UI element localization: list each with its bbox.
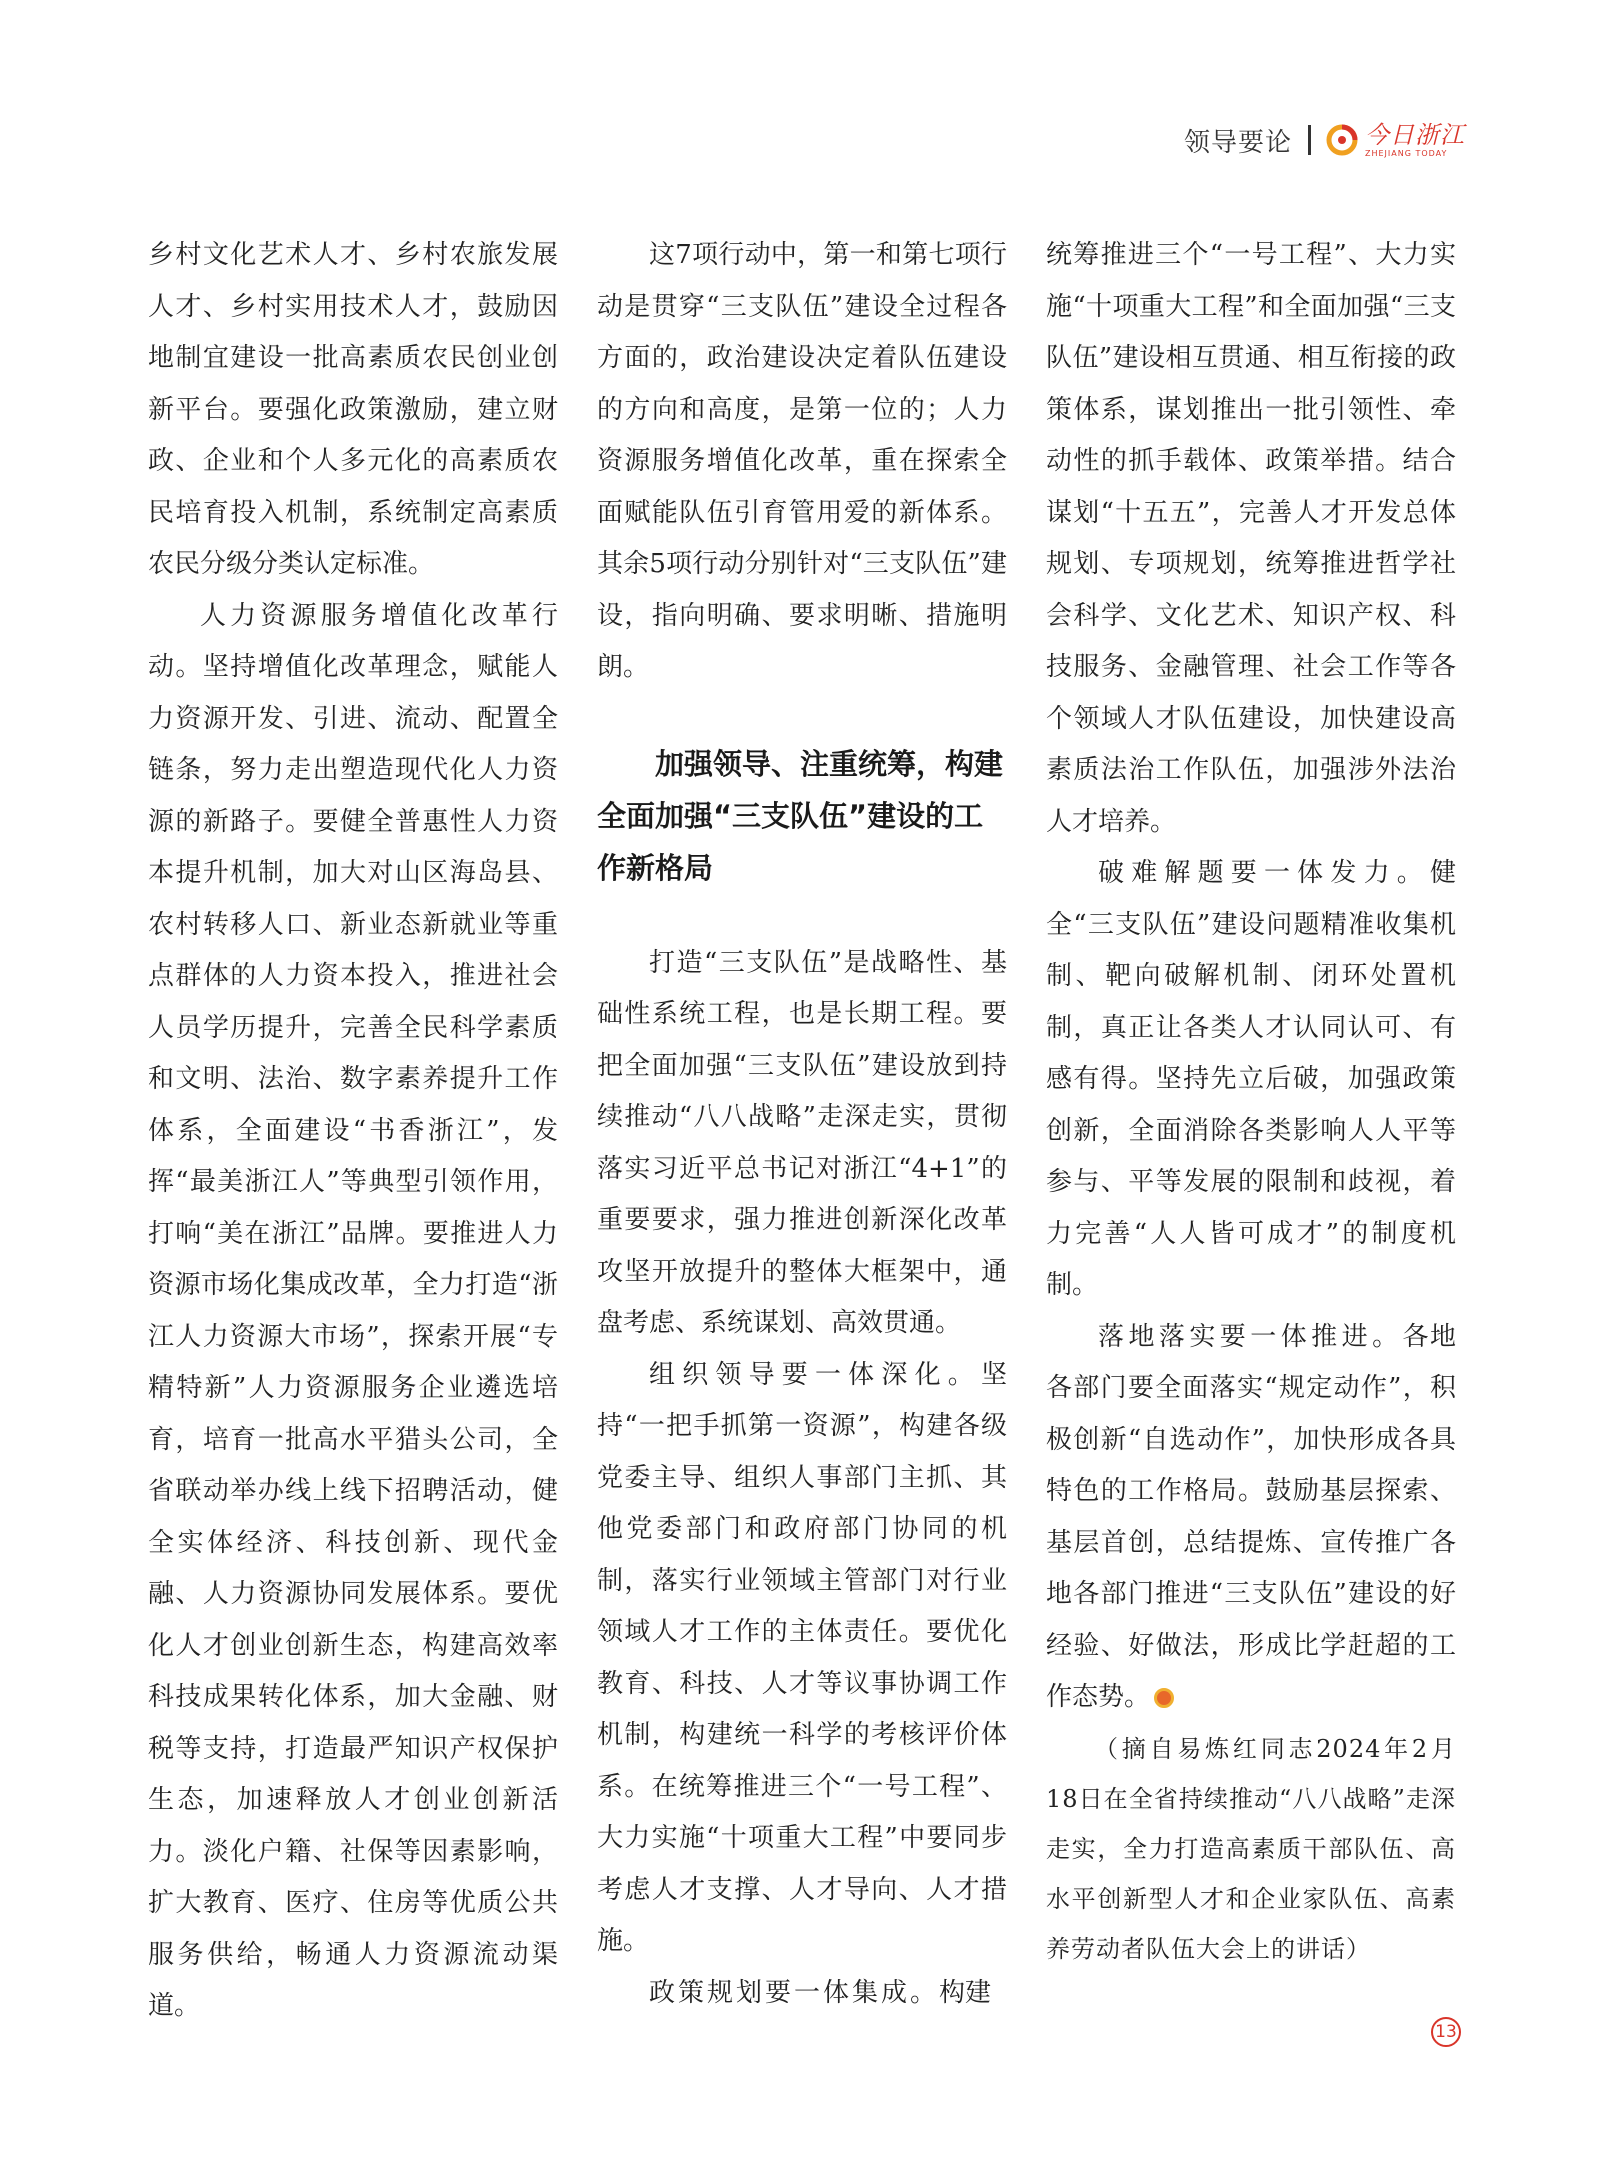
header-divider <box>1308 125 1311 155</box>
paragraph: 人力资源服务增值化改革行动。坚持增值化改革理念，赋能人力资源开发、引进、流动、配置全链条，努力走出塑造现代化人力资源的新路子。要健全普惠性人力资本提升机制，加大对山区海岛县、农村转移人口、新业态新就业等重点群体的人力资本投入，推进社会人员学历提升，完善全民科学素质和文明、法治、数字素养提升工作体系，全面建设“书香浙江”，发挥“最美浙江人”等典型引领作用，打响“美在浙江”品牌。要推进人力资源市场化集成改革，全力打造“浙江人力资源大市场”，探索开展“专精特新”人力资源服务企业遴选培育，培育一批高水平猎头公司，全省联动举办线上线下招聘活动，健全实体经济、科技创新、现代金融、人力资源协同发展体系。要优化人才创业创新生态，构建高效率科技成果转化体系，加大金融、财税等支持，打造最严知识产权保护生态，加速释放人才创业创新活力。淡化户籍、社保等因素影响，扩大教育、医疗、住房等优质公共服务供给，畅通人力资源流动渠道。 <box>148 600 558 2021</box>
column-1 <box>148 230 558 2033</box>
logo-subtext: ZHEJIANG TODAY <box>1365 148 1448 158</box>
page-number: 13 <box>1431 2017 1461 2047</box>
paragraph: 打造“三支队伍”是战略性、基础性系统工程，也是长期工程。要把全面加强“三支队伍”建设放到持续推动“八八战略”走深走实，贯彻落实习近平总书记对浙江“4+1”的重要要求，强力推进创新深化改革攻坚开放提升的整体大框架中，通盘考虑、系统谋划、高效贯通。 <box>597 947 1007 1338</box>
end-mark-icon <box>1154 1688 1174 1708</box>
subsection-lead: 组织领导要一体深化。 <box>649 1359 981 1390</box>
paragraph: 统筹推进三个“一号工程”、大力实施“十项重大工程”和全面加强“三支队伍”建设相互贯通、相互衔接的政策体系，谋划推出一批引领性、牵动性的抓手载体、政策举措。结合谋划“十五五”，完善人才开发总体规划、专项规划，统筹推进哲学社会科学、文化艺术、知识产权、科技服务、金融管理、社会工作等各个领域人才队伍建设，加快建设高素质法治工作队伍，加强涉外法治人才培养。 <box>1046 240 1456 837</box>
paragraph: 组织领导要一体深化。坚持“一把手抓第一资源”，构建各级党委主导、组织人事部门主抓、其他党委部门和政府部门协同的机制，落实行业领域主管部门对行业领域人才工作的主体责任。要优化教育、科技、人才等议事协调工作机制，构建统一科学的考核评价体系。在统筹推进三个“一号工程”、大力实施“十项重大工程”中要同步考虑人才支撑、人才导向、人才措施。 <box>597 1359 1007 1956</box>
paragraph: 这7项行动中，第一和第七项行动是贯穿“三支队伍”建设全过程各方面的，政治建设决定着队伍建设的方向和高度，是第一位的；人力资源服务增值化改革，重在探索全面赋能队伍引育管用爱的新体系。其余5项行动分别针对“三支队伍”建设，指向明确、要求明晰、措施明朗。 <box>597 240 1007 682</box>
page-header <box>1184 118 1465 162</box>
paragraph: 落地落实要一体推进。各地各部门要全面落实“规定动作”，积极创新“自选动作”，加快形成各具特色的工作格局。鼓励基层探索、基层首创，总结提炼、宣传推广各地各部门推进“三支队伍”建设的好经验、好做法，形成比学赶超的工作态势。 <box>1046 1321 1456 1712</box>
paragraph: 乡村文化艺术人才、乡村农旅发展人才、乡村实用技术人才，鼓励因地制宜建设一批高素质农民创业创新平台。要强化政策激励，建立财政、企业和个人多元化的高素质农民培育投入机制，系统制定高素质农民分级分类认定标准。 <box>148 240 558 579</box>
subsection-lead: 落地落实要一体推进。 <box>1098 1321 1403 1352</box>
paragraph: 破难解题要一体发力。健全“三支队伍”建设问题精准收集机制、靶向破解机制、闭环处置机制，真正让各类人才认同认可、有感有得。坚持先立后破，加强政策创新，全面消除各类影响人人平等参与、平等发展的限制和歧视，着力完善“人人皆可成才”的制度机制。 <box>1046 858 1456 1300</box>
logo-swirl-icon <box>1325 123 1359 157</box>
column-2 <box>597 230 1007 2019</box>
magazine-logo <box>1325 120 1465 158</box>
subsection-lead: 破难解题要一体发力。 <box>1098 858 1430 888</box>
section-heading: 加强领导、注重统筹，构建全面加强“三支队伍”建设的工作新格局 <box>597 746 1004 885</box>
subsection-lead: 政策规划要一体集成。 <box>649 1977 940 2008</box>
logo-text: 今日浙江 <box>1365 120 1465 149</box>
paragraph: 政策规划要一体集成。构建 <box>649 1977 992 2008</box>
source-note: （摘自易炼红同志2024年2月18日在全省持续推动“八八战略”走深走实，全力打造高素质干部队伍、高水平创新型人才和企业家队伍、高素养劳动者队伍大会上的讲话） <box>1046 1734 1456 1963</box>
section-tag: 领导要论 <box>1183 127 1292 158</box>
column-3 <box>1046 230 1456 1974</box>
